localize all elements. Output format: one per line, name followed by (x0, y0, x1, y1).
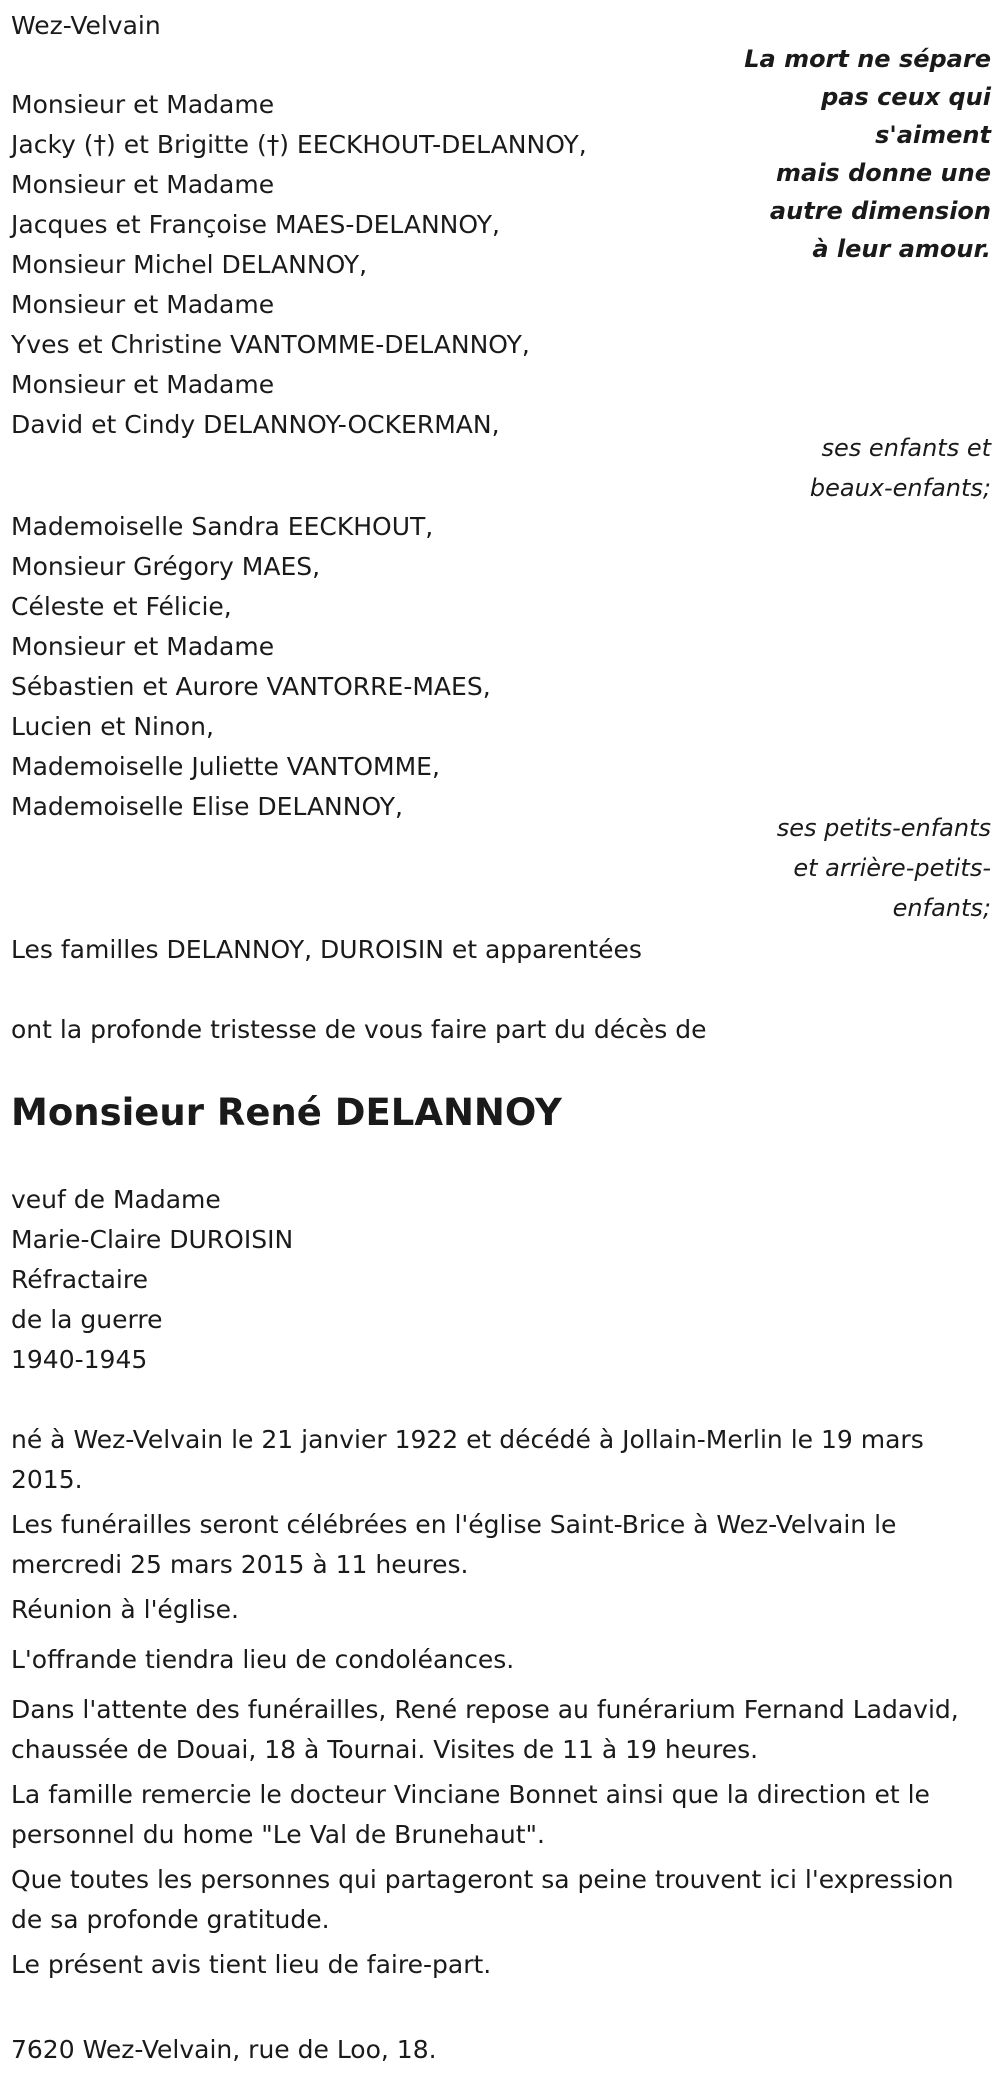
relation-line: ses petits-enfants (776, 814, 991, 842)
quote-line: à leur amour. (812, 235, 991, 263)
visitation-paragraph: Dans l'attente des funérailles, René repose au funérarium Fernand Ladavid, chaussée de Douai, 18 à Tournai. Visites de 11 à 19 heures. (11, 1695, 959, 1764)
family-line: Lucien et Ninon, (11, 712, 214, 741)
children-relation (810, 428, 991, 508)
announcement-line: ont la profonde tristesse de vous faire part du décès de (11, 1015, 707, 1044)
family-line: Céleste et Félicie, (11, 592, 232, 621)
deceased-detail: Réfractaire (11, 1265, 148, 1294)
funeral-paragraph: Les funérailles seront célébrées en l'église Saint-Brice à Wez-Velvain le mercredi 25 mars 2015 à 11 heures. (11, 1510, 897, 1579)
grandchildren-relation (777, 808, 991, 928)
deceased-detail: 1940-1945 (11, 1345, 148, 1374)
header-place: Wez-Velvain (11, 11, 161, 40)
family-line: Mademoiselle Sandra EECKHOUT, (11, 512, 434, 541)
relation-line: beaux-enfants; (809, 474, 991, 502)
thanks-paragraph: La famille remercie le docteur Vinciane Bonnet ainsi que la direction et le personnel du home "Le Val de Brunehaut". (11, 1780, 930, 1849)
address-line: 7620 Wez-Velvain, rue de Loo, 18. (11, 2035, 437, 2064)
family-line: Mademoiselle Juliette VANTOMME, (11, 752, 440, 781)
deceased-detail: de la guerre (11, 1305, 163, 1334)
family-line: Monsieur et Madame (11, 632, 275, 661)
family-line: Yves et Christine VANTOMME-DELANNOY, (11, 330, 530, 359)
family-line: Monsieur Grégory MAES, (11, 552, 321, 581)
family-line: David et Cindy DELANNOY-OCKERMAN, (11, 410, 500, 439)
family-line: Sébastien et Aurore VANTORRE-MAES, (11, 672, 491, 701)
family-line: Mademoiselle Elise DELANNOY, (11, 792, 403, 821)
quote-line: s'aiment (875, 121, 991, 149)
obituary-page (11, 0, 991, 2100)
birth-death-paragraph: né à Wez-Velvain le 21 janvier 1922 et décédé à Jollain-Merlin le 19 mars 2015. (11, 1425, 924, 1494)
deceased-name: Monsieur René DELANNOY (11, 1091, 562, 1134)
deceased-detail: Marie-Claire DUROISIN (11, 1225, 294, 1254)
epitaph-quote (744, 40, 991, 268)
quote-line: pas ceux qui (821, 83, 991, 111)
family-line: Monsieur et Madame (11, 170, 275, 199)
family-line: Monsieur et Madame (11, 90, 275, 119)
relation-line: ses enfants et (821, 434, 991, 462)
meeting-paragraph: Réunion à l'église. (11, 1595, 239, 1624)
family-line: Jacques et Françoise MAES-DELANNOY, (11, 210, 500, 239)
quote-line: mais donne une (776, 159, 991, 187)
family-line: Monsieur Michel DELANNOY, (11, 250, 368, 279)
families-line: Les familles DELANNOY, DUROISIN et apparentées (11, 935, 642, 964)
family-line: Jacky (†) et Brigitte (†) EECKHOUT-DELANNOY, (11, 130, 587, 159)
quote-line: autre dimension (769, 197, 991, 225)
relation-line: enfants; (892, 894, 991, 922)
family-line: Monsieur et Madame (11, 290, 275, 319)
family-line: Monsieur et Madame (11, 370, 275, 399)
relation-line: et arrière-petits- (793, 854, 991, 882)
notice-paragraph: Le présent avis tient lieu de faire-part. (11, 1950, 492, 1979)
deceased-detail: veuf de Madame (11, 1185, 221, 1214)
gratitude-paragraph: Que toutes les personnes qui partageront sa peine trouvent ici l'expression de sa profonde gratitude. (11, 1865, 954, 1934)
quote-line: La mort ne sépare (744, 45, 991, 73)
offering-paragraph: L'offrande tiendra lieu de condoléances. (11, 1645, 515, 1674)
